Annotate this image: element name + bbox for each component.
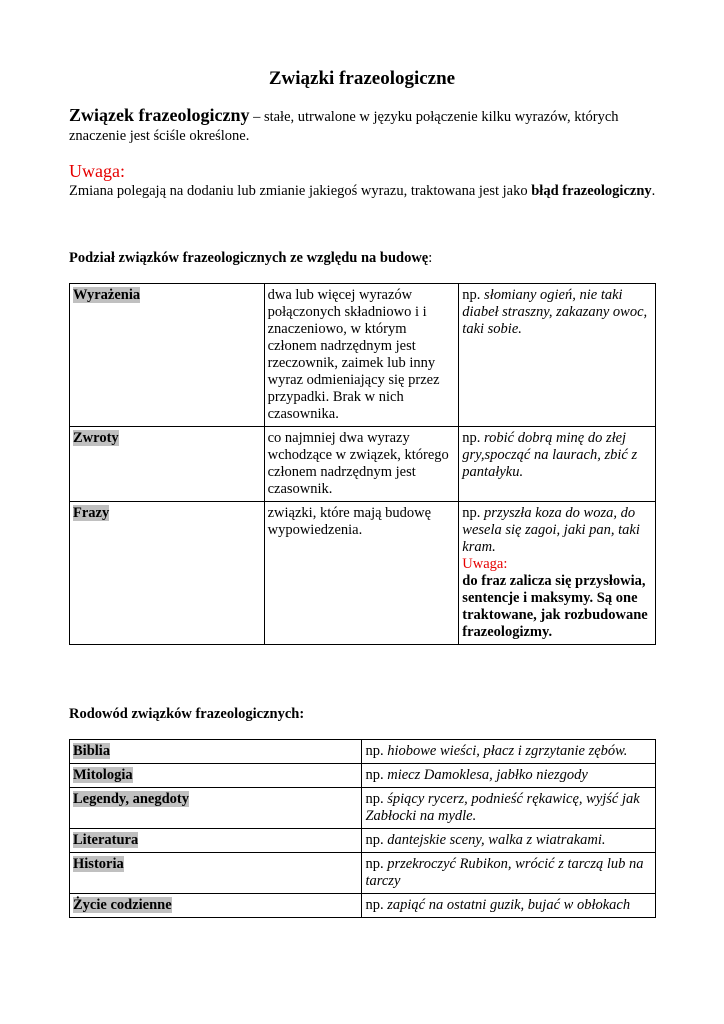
row-name: Literatura (73, 832, 139, 848)
section1-heading (69, 250, 432, 267)
note-end: . (651, 183, 656, 199)
example-text: zapiąć na ostatni guzik, bujać w obłokach (387, 897, 631, 913)
table-cell (70, 853, 362, 894)
row-example (459, 284, 656, 427)
table-row (70, 502, 656, 645)
row-name: Legendy, anegdoty (73, 791, 190, 807)
table-cell (70, 764, 362, 788)
cell-note-text: do fraz zalicza się przysłowia, sentencje i maksymy. Są one traktowane, jak rozbudowane frazeologizmy. (462, 573, 648, 640)
table-row (70, 853, 656, 894)
definition-term: Związek frazeologiczny (69, 105, 250, 125)
table-cell (70, 502, 265, 645)
row-description: związki, które mają budowę wypowiedzenia. (264, 502, 459, 645)
origin-table (69, 739, 656, 918)
example-text: miecz Damoklesa, jabłko niezgody (387, 767, 588, 783)
table-row (70, 740, 656, 764)
section2-heading: Rodowód związków frazeologicznych: (69, 706, 305, 722)
note-bold: błąd frazeologiczny (531, 183, 652, 199)
row-name: Mitologia (73, 767, 133, 783)
row-name: Historia (73, 856, 124, 872)
example-text: przyszła koza do woza, do wesela się zagoi, jaki pan, taki kram. (462, 505, 640, 555)
np-label: np. (365, 767, 388, 783)
row-example (362, 740, 656, 764)
row-name: Życie codzienne (73, 897, 172, 913)
table-row (70, 427, 656, 502)
table-row (70, 829, 656, 853)
np-label: np. (365, 743, 388, 759)
cell-note-title: Uwaga: (462, 556, 508, 572)
structure-table (69, 283, 656, 645)
example-text: dantejskie sceny, walka z wiatrakami. (387, 832, 606, 848)
table-cell (70, 427, 265, 502)
np-label: np. (365, 791, 388, 807)
section1-heading-text: Podział związków frazeologicznych ze względu na budowę (69, 250, 429, 266)
np-label: np. (462, 430, 485, 446)
np-label: np. (462, 287, 485, 303)
note-text: Zmiana polegają na dodaniu lub zmianie jakiegoś wyrazu, traktowana jest jako (69, 183, 532, 199)
row-name: Frazy (73, 505, 110, 521)
row-example (362, 764, 656, 788)
np-label: np. (365, 856, 388, 872)
row-name: Zwroty (73, 430, 119, 446)
table-cell (70, 788, 362, 829)
table-cell (70, 829, 362, 853)
example-text: przekroczyć Rubikon, wrócić z tarczą lub na tarczy (365, 856, 644, 889)
np-label: np. (365, 897, 388, 913)
table-row (70, 284, 656, 427)
example-text: hiobowe wieści, płacz i zgrzytanie zębów. (387, 743, 628, 759)
definition-paragraph (69, 106, 659, 146)
section1-heading-colon: : (428, 250, 433, 266)
row-description: dwa lub więcej wyrazów połączonych składniowo i i znaczeniowo, w którym członem nadrzędnym jest rzeczownik, zaimek lub inny wyraz odmieniający się przez przypadki. Brak w nich czasownika. (264, 284, 459, 427)
row-example (362, 788, 656, 829)
row-example (459, 502, 656, 645)
np-label: np. (462, 505, 485, 521)
example-text: robić dobrą minę do złej gry,spocząć na laurach, zbić z pantałyku. (462, 430, 638, 480)
row-description: co najmniej dwa wyrazy wchodzące w związek, którego członem nadrzędnym jest czasownik. (264, 427, 459, 502)
table-cell (70, 740, 362, 764)
row-example (362, 894, 656, 918)
np-label: np. (365, 832, 388, 848)
table-cell (70, 284, 265, 427)
row-name: Wyrażenia (73, 287, 141, 303)
definition-text: – stałe, utrwalone w języku połączenie kilku wyrazów, których znaczenie jest ściśle określone. (69, 109, 619, 144)
row-example (362, 853, 656, 894)
note-title: Uwaga: (69, 161, 125, 181)
example-text: słomiany ogień, nie taki diabeł straszny, zakazany owoc, taki sobie. (462, 287, 648, 337)
page-title: Związki frazeologiczne (268, 68, 456, 89)
row-example (362, 829, 656, 853)
table-row (70, 764, 656, 788)
table-cell (70, 894, 362, 918)
table-row (70, 894, 656, 918)
table-row (70, 788, 656, 829)
example-text: śpiący rycerz, podnieść rękawicę, wyjść jak Zabłocki na mydle. (365, 791, 640, 824)
row-example (459, 427, 656, 502)
row-name: Biblia (73, 743, 111, 759)
note-paragraph (69, 182, 659, 201)
